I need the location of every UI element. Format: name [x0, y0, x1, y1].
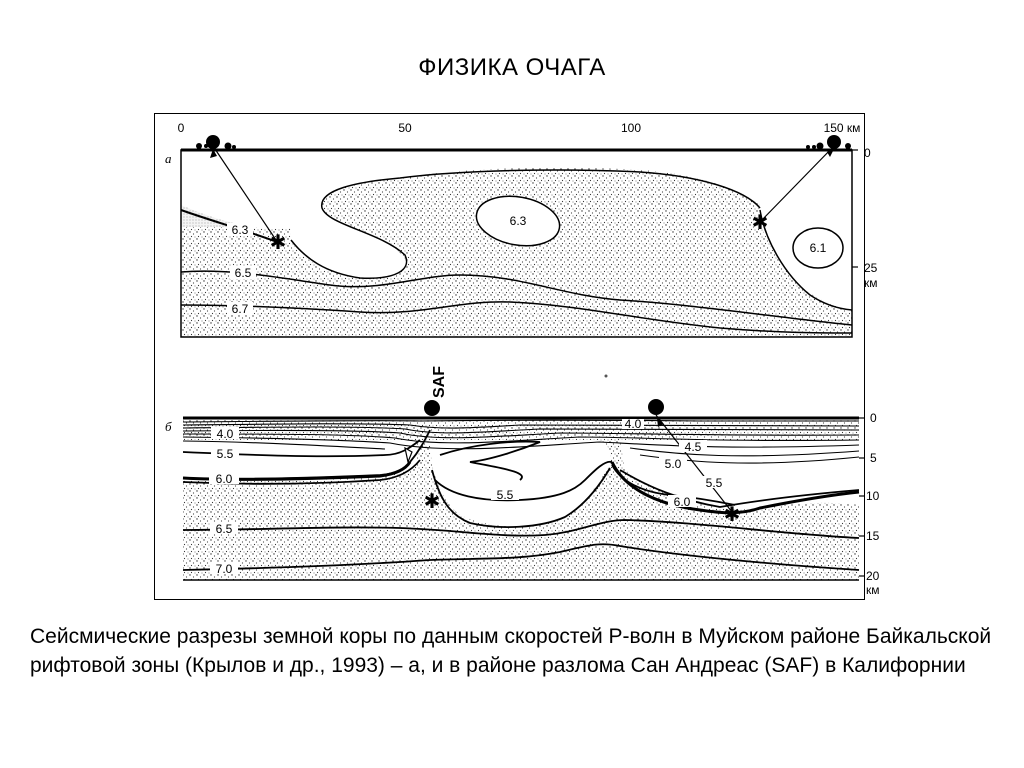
hypocenter-star: ✱: [423, 491, 441, 513]
contour-label: 4.0: [216, 427, 234, 441]
contour-label: 6.1: [809, 241, 827, 255]
scale-label: 50: [398, 121, 412, 135]
depth-label: 0: [870, 411, 877, 425]
depth-label: 0: [864, 146, 871, 160]
contour-label: 4.0: [624, 417, 642, 431]
depth-unit: км: [864, 276, 878, 290]
contour-label: 6.3: [231, 223, 249, 237]
contour-label: 4.5: [684, 440, 702, 454]
depth-label: 15: [866, 529, 880, 543]
hypocenter-star: ✱: [723, 504, 741, 526]
depth-label: 20: [866, 569, 880, 583]
depth-label: 5: [870, 451, 877, 465]
scale-label: 150 км: [823, 121, 861, 135]
depth-unit: км: [866, 583, 880, 597]
station-marker: [817, 143, 824, 150]
station-marker: [232, 145, 236, 149]
figure-caption: Сейсмические разрезы земной коры по данным скоростей P-волн в Муйском районе Байкальской рифтовой зоны (Крылов и др., 1993) – а, и в районе разлома Сан Андреас (SAF) в Калифорнии: [30, 625, 992, 677]
panel-letter: а: [165, 151, 172, 166]
contour-label: 5.0: [664, 457, 682, 471]
scale-label: 100: [620, 121, 642, 135]
contour-label: 6.5: [234, 266, 252, 280]
station-marker: [812, 145, 816, 149]
contour-label: 6.0: [673, 495, 691, 509]
station-marker: [648, 399, 664, 415]
panel-b: [165, 366, 880, 597]
page-title: ФИЗИКА ОЧАГА: [418, 54, 606, 81]
station-marker: [827, 135, 841, 149]
station-marker: [225, 143, 232, 150]
contour-label: 7.0: [215, 562, 233, 576]
hypocenter-star: ✱: [751, 212, 769, 234]
depth-label: 25: [864, 261, 878, 275]
contour-label: 6.5: [215, 522, 233, 536]
station-marker: [806, 145, 810, 149]
contour-label: 6.7: [231, 302, 249, 316]
contour-label: 5.5: [216, 447, 234, 461]
hypocenter-star: ✱: [269, 232, 287, 254]
scale-label: 0: [177, 121, 185, 135]
contour-label: 6.0: [215, 472, 233, 486]
contour-label: 6.3: [509, 214, 527, 228]
station-marker: [204, 144, 208, 148]
panel-a: [165, 121, 878, 337]
contour-label: 5.5: [496, 488, 514, 502]
saf-label: SAF: [431, 366, 448, 398]
panel-letter: б: [165, 419, 172, 434]
scan-artifact: [605, 375, 608, 378]
station-marker: [845, 143, 851, 149]
station-marker: [424, 400, 440, 416]
contour-label: 5.5: [705, 476, 723, 490]
station-marker: [196, 143, 202, 149]
depth-label: 10: [866, 489, 880, 503]
depth-ticks: [859, 418, 865, 576]
